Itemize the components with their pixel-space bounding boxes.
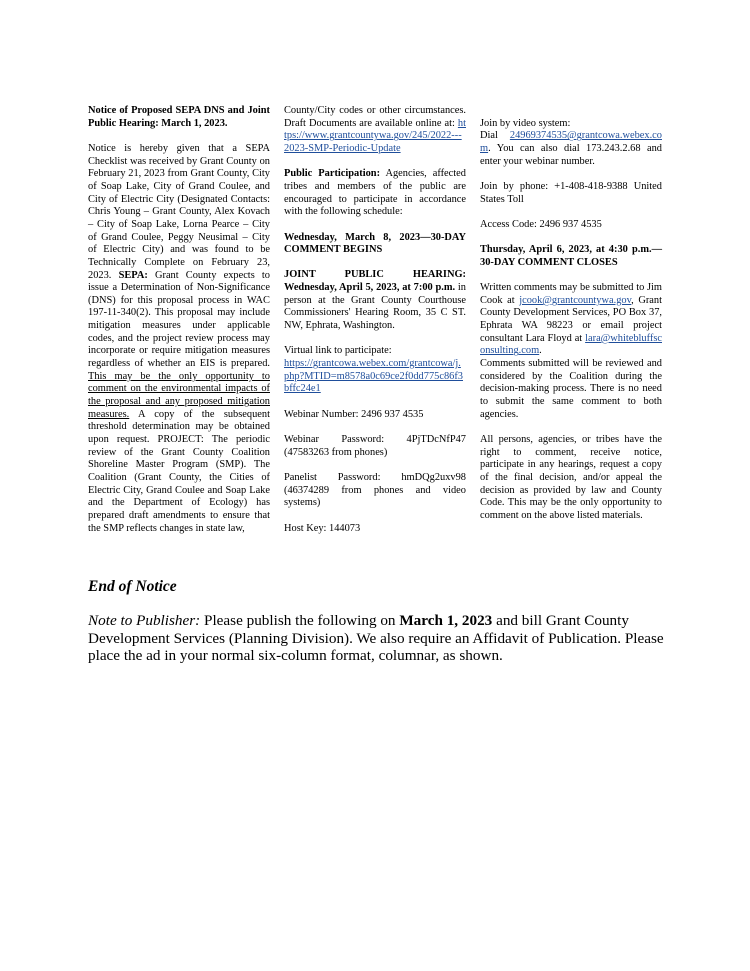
webinar-password: Webinar Password: 4PjTDcNfP47 (47583263 from phones) (284, 433, 466, 458)
note-to-publisher: Note to Publisher: Please publish the following on March 1, 2023 and bill Grant County Development Services (Planning Division). We also require an Affidavit of Publication. Please place the ad in your normal six-column format, columnar, as shown. (88, 612, 664, 665)
draft-documents-link[interactable]: https://www.grantcountywa.gov/245/2022---2023-SMP-Periodic-Update (284, 117, 466, 154)
comment-closes-heading: Thursday, April 6, 2023, at 4:30 p.m.—30-DAY COMMENT CLOSES (480, 244, 662, 268)
webex-video-address-link[interactable]: 24969374535@grantcowa.webex.com (480, 130, 662, 154)
webinar-number: Webinar Number: 2496 937 4535 (284, 408, 424, 420)
notice-column-3 (480, 105, 662, 535)
publish-date: March 1, 2023 (399, 612, 493, 629)
notice-column-1 (88, 105, 270, 548)
review-paragraph: Comments submitted will be reviewed and considered by the Coalition during the decision-making process. There is no need to submit the same comment to both agencies. (480, 358, 662, 420)
persons-rights-paragraph: All persons, agencies, or tribes have the right to comment, receive notice, participate in any hearings, request a copy of the final decision, and/or appeal the decision as provided by law and County Code. This may be the only opportunity to comment on the above listed materials. (480, 433, 662, 521)
video-system-paragraph: Join by video system: Dial 24969374535@grantcowa.webex.com. You can also dial 173.243.2.68 and enter your webinar number. (480, 117, 662, 167)
sepa-label: SEPA: (118, 269, 148, 281)
access-code: Access Code: 2496 937 4535 (480, 218, 602, 230)
end-of-notice: End of Notice (88, 578, 177, 595)
comment-begins-heading: Wednesday, March 8, 2023—30-DAY COMMENT BEGINS (284, 231, 466, 256)
public-participation-paragraph: Public Participation: Agencies, affected tribes and members of the public are encouraged to participate in accordance with the following schedule: (284, 168, 466, 218)
lara-email-link[interactable]: lara@whitebluffsconsulting.com (480, 332, 662, 357)
virtual-link-paragraph: Virtual link to participate: https://grantcowa.webex.com/grantcowa/j.php?MTID=m8578a0c69ce2f0dd775c86f3bffc24e1 (284, 345, 463, 395)
notice-heading: Notice of Proposed SEPA DNS and Joint Public Hearing: March 1, 2023. (88, 105, 270, 129)
joint-hearing-paragraph: JOINT PUBLIC HEARING: Wednesday, April 5, 2023, at 7:00 p.m. in person at the Grant County Courthouse Commissioners' Hearing Room, 35 C ST. NW, Ephrata, Washington. (284, 269, 466, 332)
only-opportunity-underlined: This may be the only opportunity to comment on the environmental impacts of the proposal and any proposed mitigation measures. (88, 370, 270, 420)
notice-column-2 (284, 105, 466, 548)
panelist-password: Panelist Password: hmDQg2uxv98 (46374289 from phones and video systems) (284, 471, 466, 509)
draft-documents-paragraph: County/City codes or other circumstances. Draft Documents are available online at: https://www.grantcountywa.gov/245/2022---2023-SMP-Periodic-Update (284, 105, 466, 154)
webex-meeting-link[interactable]: https://grantcowa.webex.com/grantcowa/j.php?MTID=m8578a0c69ce2f0dd775c86f3bffc24e1 (284, 358, 463, 395)
host-key: Host Key: 144073 (284, 522, 361, 534)
phone-join-paragraph: Join by phone: +1-408-418-9388 United States Toll (480, 180, 662, 205)
written-comments-paragraph: Written comments may be submitted to Jim Cook at jcook@grantcountywa.gov, Grant County Development Services, PO Box 37, Ephrata WA 98223 or email project consultant Lara Floyd at lara@whitebluffsconsulting.com. (480, 282, 662, 357)
notice-body-paragraph: Notice is hereby given that a SEPA Checklist was received by Grant County on February 21, 2023 from Grant County, City of Soap Lake, City of Grand Coulee, and City of Electric City (Designated Contacts: Chris Young – Grant County, Alex Kovach – City of Soap Lake, Lorna Pearce – City of Grand Coulee, Peggy Neusimal – City of Electric City) and was found to be Technically Complete on February 23, 2023. SEPA: Grant County expects to issue a Determination of Non-Significance (DNS) for this proposal process in WAC 197-11-340(2). This proposal may include mitigation measures under applicable codes, and the project review process may incorporate or require mitigation measures regardless of whether an EIS is prepared. This may be the only opportunity to comment on the environmental impacts of the proposal and any proposed mitigation measures. A copy of the subsequent threshold determination may be obtained upon request. PROJECT: The periodic review of the Grant County Coalition Shoreline Master Program (SMP). The Coalition (Grant County, the Cities of Electric City, Grand Coulee and Soap Lake and the Department of Ecology) has prepared draft amendments to ensure that the SMP reflects changes in state law, (88, 142, 270, 534)
publisher-label: Note to Publisher: (88, 612, 201, 629)
jcook-email-link[interactable]: jcook@grantcountywa.gov (519, 294, 632, 306)
